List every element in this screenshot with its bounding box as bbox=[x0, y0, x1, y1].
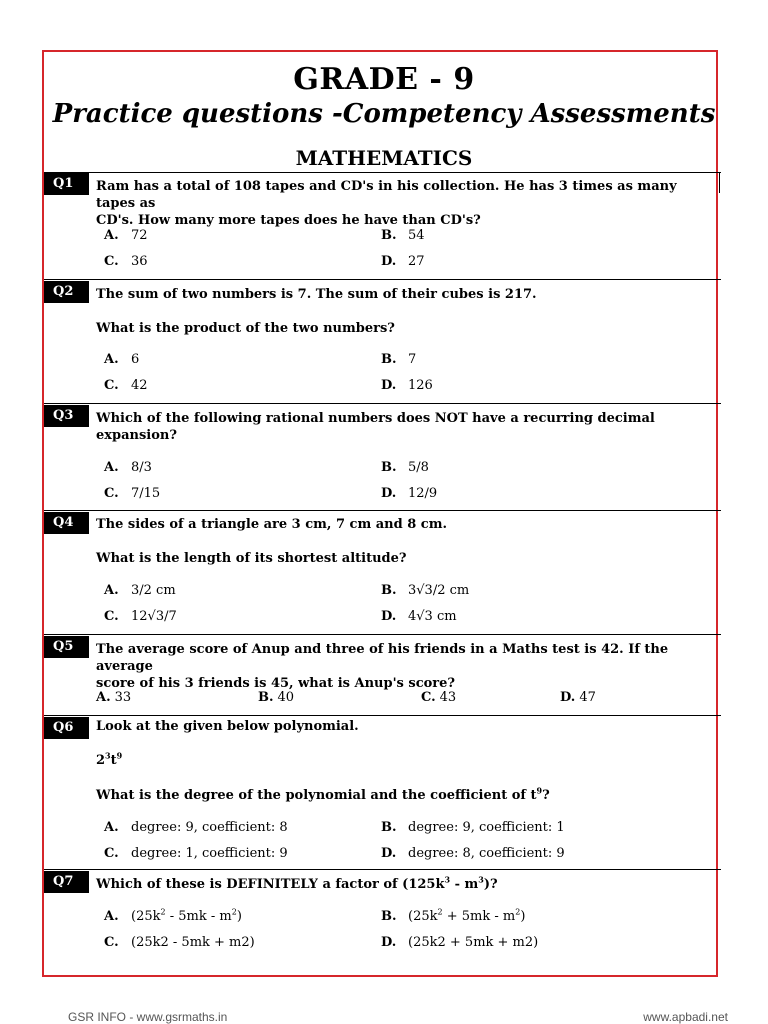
divider bbox=[44, 715, 721, 716]
question-number: Q6 bbox=[44, 717, 89, 739]
divider bbox=[44, 510, 721, 511]
question-number: Q1 bbox=[44, 173, 89, 195]
option-c: C. degree: 1, coefficient: 9 bbox=[104, 846, 288, 861]
question-text bbox=[96, 410, 712, 444]
option-b: B. 40 bbox=[258, 690, 295, 705]
question-line: Ram has a total of 108 tapes and CD's in his collection. He has 3 times as many tapes as bbox=[96, 179, 677, 211]
question-number: Q2 bbox=[44, 281, 89, 303]
option-a: A. degree: 9, coefficient: 8 bbox=[104, 820, 288, 835]
option-a: A. 8/3 bbox=[104, 460, 152, 475]
divider bbox=[44, 634, 721, 635]
divider bbox=[44, 403, 721, 404]
option-c: C. (25k2 - 5mk + m2) bbox=[104, 935, 255, 950]
option-c: C. 7/15 bbox=[104, 486, 161, 501]
polynomial-expression: $2^3t^9$ bbox=[96, 750, 123, 768]
subject-heading: MATHEMATICS bbox=[295, 146, 473, 170]
grade-title: GRADE - 9 bbox=[293, 62, 475, 97]
option-a: A. 72 bbox=[104, 228, 148, 243]
question-text: What is the degree of the polynomial and the coefficient of $t^9$? bbox=[96, 785, 550, 803]
footer-right: www.apbadi.net bbox=[643, 1010, 728, 1024]
option-a: A. 3/2 cm bbox=[104, 583, 176, 598]
question-text: The sides of a triangle are 3 cm, 7 cm and 8 cm. bbox=[96, 517, 448, 532]
option-b: B. 3√3/2 cm bbox=[381, 583, 470, 598]
option-c: C. 42 bbox=[104, 378, 148, 393]
option-b: B. 7 bbox=[381, 352, 417, 367]
question-text: What is the product of the two numbers? bbox=[96, 321, 395, 336]
option-d: D. 126 bbox=[381, 378, 433, 393]
option-d: D. 47 bbox=[560, 690, 596, 705]
question-text: Look at the given below polynomial. bbox=[96, 719, 359, 734]
option-d: D. degree: 8, coefficient: 9 bbox=[381, 846, 565, 861]
question-number: Q3 bbox=[44, 405, 89, 427]
option-b: B. 5/8 bbox=[381, 460, 429, 475]
question-number: Q5 bbox=[44, 636, 89, 658]
footer-left: GSR INFO - www.gsrmaths.in bbox=[68, 1010, 228, 1024]
divider bbox=[44, 172, 721, 173]
question-number: Q7 bbox=[44, 871, 89, 893]
option-d: D. 4√3 cm bbox=[381, 609, 457, 624]
divider bbox=[719, 172, 720, 193]
question-line: score of his 3 friends is 45, what is Anup's score? bbox=[96, 676, 456, 691]
question-line: CD's. How many more tapes does he have than CD's? bbox=[96, 213, 481, 228]
option-b: B. degree: 9, coefficient: 1 bbox=[381, 820, 565, 835]
option-c: C. 36 bbox=[104, 254, 148, 269]
question-number: Q4 bbox=[44, 512, 89, 534]
option-c: C. 12√3/7 bbox=[104, 609, 177, 624]
subtitle: Practice questions -Competency Assessments bbox=[52, 99, 716, 129]
option-a: A. 6 bbox=[104, 352, 140, 367]
question-text: The sum of two numbers is 7. The sum of their cubes is 217. bbox=[96, 287, 537, 302]
option-b: B. 54 bbox=[381, 228, 425, 243]
option-d: D. 12/9 bbox=[381, 486, 438, 501]
divider bbox=[44, 279, 721, 280]
question-text: What is the length of its shortest altitude? bbox=[96, 551, 407, 566]
question-text bbox=[96, 641, 712, 692]
question-line: expansion? bbox=[96, 428, 177, 443]
question-line: Which of the following rational numbers does NOT have a recurring decimal bbox=[96, 411, 655, 426]
divider bbox=[44, 869, 721, 870]
option-a: A. $(25k^2 - 5mk - m^2)$ bbox=[104, 907, 242, 924]
option-a: A. 33 bbox=[96, 690, 132, 705]
question-line: The average score of Anup and three of his friends in a Maths test is 42. If the average bbox=[96, 642, 669, 674]
question-text bbox=[96, 178, 712, 229]
option-d: D. (25k2 + 5mk + m2) bbox=[381, 935, 539, 950]
option-b: B. $(25k^2 + 5mk - m^2)$ bbox=[381, 907, 526, 924]
option-c: C. 43 bbox=[421, 690, 457, 705]
question-text: Which of these is DEFINITELY a factor of $(125k^3 - m^3)$? bbox=[96, 874, 498, 892]
option-d: D. 27 bbox=[381, 254, 425, 269]
